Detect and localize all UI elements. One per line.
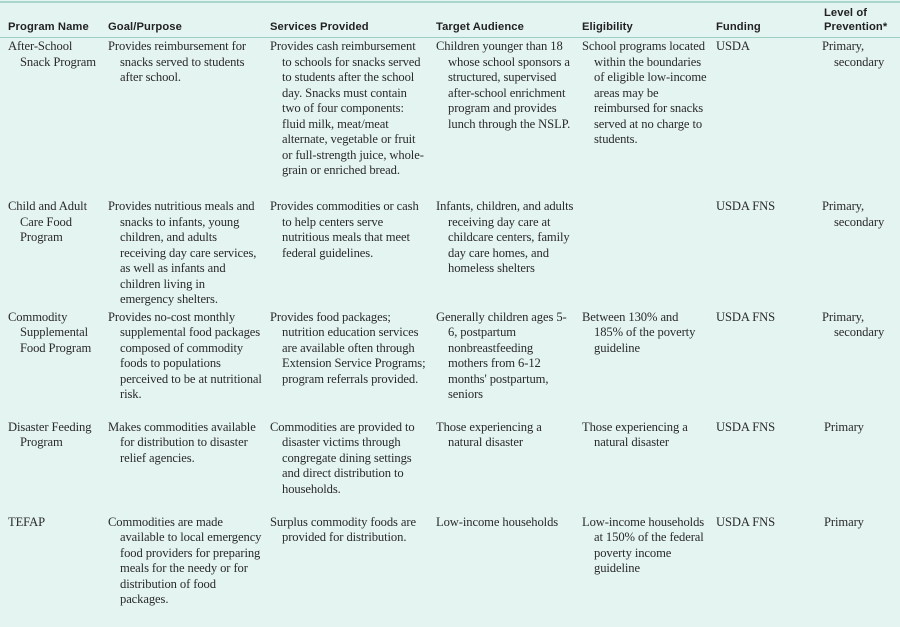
funding-text: USDA FNS [716,419,776,434]
services-text: Provides cash reimbursement to schools for snacks served to students after the school day. Snacks must contain two of four components: fluid milk, meat/meat alternate, vegetable or fruit or full-strength juice, whole-grain or enriched bread. [270,39,424,177]
cell-program-name [0,197,100,308]
cell-funding [708,513,816,625]
cell-eligibility [574,37,708,197]
cell-funding [708,308,816,418]
nutrition-programs-table [0,4,900,625]
cell-goal [100,513,262,625]
cell-audience [428,308,574,418]
eligibility-text: Between 130% and 185% of the poverty guideline [582,309,696,355]
cell-funding [708,197,816,308]
prevention-text: Primary, secondary [822,199,885,229]
funding-text: USDA FNS [716,309,776,324]
prevention-text: Primary, secondary [822,309,885,339]
cell-audience [428,37,574,197]
prevention-text: Primary [824,419,864,434]
audience-text: Those experiencing a natural disaster [436,419,542,449]
table-row [0,308,900,418]
header-row [0,4,900,37]
cell-services [262,197,428,308]
audience-text: Low-income households [436,514,559,529]
cell-services [262,37,428,197]
goal-text: Commodities are made available to local emergency food providers for preparing meals for the needy or for distribution of food packages. [108,514,262,606]
eligibility-text: Those experiencing a natural disaster [582,419,688,449]
services-text: Provides commodities or cash to help centers serve nutritious meals that meet federal guidelines. [270,199,419,260]
audience-text: Infants, children, and adults receiving day care at childcare centers, family day care homes, and homeless shelters [436,199,574,275]
cell-program-name [0,418,100,513]
cell-prevention [816,308,900,418]
cell-prevention [816,418,900,513]
cell-goal [100,37,262,197]
cell-services [262,308,428,418]
audience-text: Children younger than 18 whose school sponsors a structured, supervised after-school enrichment program and provides lunch through the NSLP. [436,39,571,131]
cell-prevention [816,513,900,625]
table-row [0,418,900,513]
cell-audience [428,197,574,308]
eligibility-text: Low-income households at 150% of the federal poverty income guideline [582,514,705,575]
header-program-name: Program Name [8,21,89,33]
cell-funding [708,37,816,197]
cell-program-name [0,308,100,418]
table-row [0,513,900,625]
cell-services [262,418,428,513]
goal-text: Provides nutritious meals and snacks to infants, young children, and adults receiving day care services, as well as infants and children living in emergency shelters. [108,199,257,306]
cell-funding [708,418,816,513]
prevention-text: Primary [824,514,864,529]
program-name-text: After-School Snack Program [8,39,96,69]
services-text: Provides food packages; nutrition education services are available often through Extension Service Programs; program referrals provided. [270,309,426,386]
cell-audience [428,513,574,625]
header-goal-purpose: Goal/Purpose [108,21,182,33]
prevention-text: Primary, secondary [822,39,885,69]
program-name-text: TEFAP [8,514,46,529]
cell-prevention [816,197,900,308]
funding-text: USDA FNS [716,514,776,529]
goal-text: Provides reimbursement for snacks served to students after school. [108,39,246,84]
cell-eligibility [574,197,708,308]
cell-services [262,513,428,625]
goal-text: Makes commodities available for distribution to disaster relief agencies. [108,419,256,465]
header-level-of-prevention: Level of Prevention* [824,7,888,33]
top-rule [0,1,900,3]
table-row [0,37,900,197]
cell-goal [100,418,262,513]
header-services-provided: Services Provided [270,21,369,33]
header-target-audience: Target Audience [436,21,524,33]
header-eligibility: Eligibility [582,21,633,33]
audience-text: Generally children ages 5-6, postpartum nonbreastfeeding mothers from 6-12 months' postpartum, seniors [436,309,567,401]
cell-goal [100,197,262,308]
program-name-text: Child and Adult Care Food Program [8,199,87,244]
services-text: Surplus commodity foods are provided for distribution. [270,514,416,544]
cell-program-name [0,513,100,625]
eligibility-text: School programs located within the boundaries of eligible low-income areas may be reimbursed for snacks served at no charge to students. [582,39,707,146]
cell-goal [100,308,262,418]
program-name-text: Commodity Supplemental Food Program [8,309,92,355]
header-funding: Funding [716,21,761,33]
cell-program-name [0,37,100,197]
cell-audience [428,418,574,513]
funding-text: USDA [716,39,750,53]
services-text: Commodities are provided to disaster victims through congregate dining settings and direct distribution to households. [270,419,415,496]
cell-eligibility [574,308,708,418]
funding-text: USDA FNS [716,199,776,213]
cell-prevention [816,37,900,197]
cell-eligibility [574,513,708,625]
cell-eligibility [574,418,708,513]
goal-text: Provides no-cost monthly supplemental food packages composed of commodity foods to populations perceived to be at nutritional risk. [108,309,262,401]
program-name-text: Disaster Feeding Program [8,419,92,449]
table-row [0,197,900,308]
